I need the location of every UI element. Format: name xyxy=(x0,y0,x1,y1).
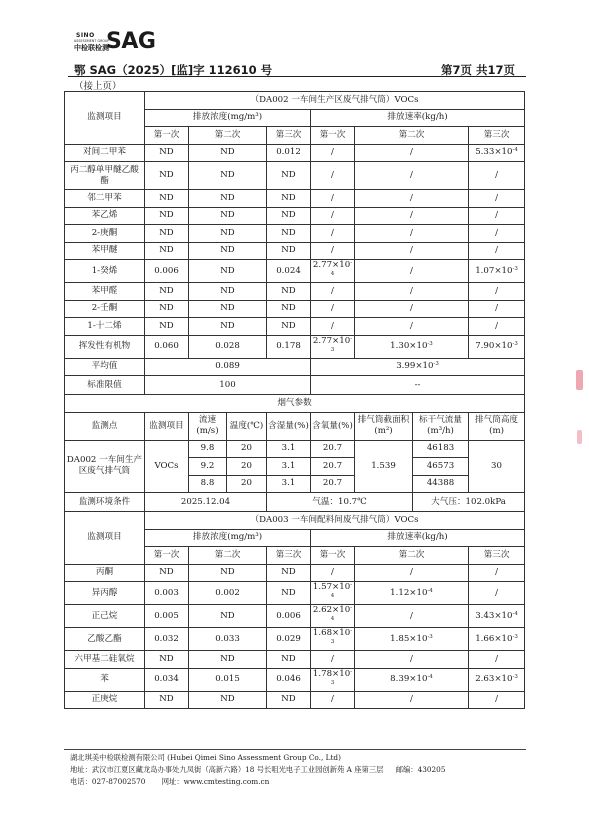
document-number: 鄂 SAG（2025）[监]字 112610 号 xyxy=(74,63,273,77)
analyte-name: 苯 xyxy=(65,668,145,691)
rate-value: $1.12\times 10^{-4}$ xyxy=(355,582,469,605)
flue-header: 排气筒截面积(m²) xyxy=(355,412,413,440)
rate-value: / xyxy=(355,283,469,301)
exponent: -4 xyxy=(512,610,518,617)
rate-value: / xyxy=(469,225,525,243)
avg-rate: $3.99\times 10^{-3}$ xyxy=(311,358,525,376)
table-row xyxy=(65,512,525,530)
table-row xyxy=(65,358,525,376)
table-row xyxy=(65,225,525,243)
conc-value: ND xyxy=(189,242,267,260)
flue-item: VOCs xyxy=(145,440,189,493)
conc-value: ND xyxy=(145,144,189,162)
conc-value: 0.034 xyxy=(145,668,189,691)
table-row xyxy=(65,283,525,301)
rate-value: / xyxy=(355,691,469,709)
limit-conc: 100 xyxy=(145,376,311,395)
conc-value: ND xyxy=(189,283,267,301)
rate-value: / xyxy=(311,691,355,709)
col-header-conc: 排放浓度(mg/m³) xyxy=(145,109,311,127)
conc-value: ND xyxy=(145,207,189,225)
cond-temp: 气温：10.7℃ xyxy=(267,493,413,512)
conc-value: ND xyxy=(267,225,311,243)
analyte-name: 异丙醇 xyxy=(65,582,145,605)
rate-value: $1.66\times 10^{-3}$ xyxy=(469,628,525,651)
logo-cn: 中检联检测 xyxy=(74,44,109,52)
rate-value: / xyxy=(355,242,469,260)
sub-header: 第二次 xyxy=(189,127,267,145)
avg-conc: 0.089 xyxy=(145,358,311,376)
rate-value: / xyxy=(469,242,525,260)
flue-header: 排气筒高度(m) xyxy=(469,412,525,440)
conc-value: ND xyxy=(145,242,189,260)
rate-value: / xyxy=(469,283,525,301)
company-logo xyxy=(72,29,172,64)
exponent: -4 xyxy=(427,674,433,680)
flue-moisture: 3.1 xyxy=(267,458,311,476)
rate-value: / xyxy=(355,651,469,669)
flue-flow: 46183 xyxy=(413,440,469,458)
sub-header: 第三次 xyxy=(267,547,311,565)
rate-value: / xyxy=(469,651,525,669)
flue-area: 1.539 xyxy=(355,440,413,493)
conc-value: ND xyxy=(145,691,189,709)
flue-temp: 20 xyxy=(227,458,267,476)
flue-header: 标干气流量(m³/h) xyxy=(413,412,469,440)
exponent: -3 xyxy=(330,335,353,353)
conc-value: ND xyxy=(145,564,189,582)
table-row xyxy=(65,190,525,208)
table-title: （DA002 一车间生产区废气排气筒）VOCs xyxy=(145,92,525,110)
table-row xyxy=(65,376,525,395)
sub-header: 第一次 xyxy=(145,547,189,565)
rate-value: / xyxy=(311,651,355,669)
conc-value: 0.028 xyxy=(189,335,267,358)
analyte-name: 1-癸烯 xyxy=(65,260,145,283)
footer-phone: 电话：027-87002570 xyxy=(70,777,146,786)
exponent: -4 xyxy=(330,605,353,622)
analyte-name: 苯甲醛 xyxy=(65,283,145,301)
analyte-name: 2-壬酮 xyxy=(65,300,145,318)
rate-value: / xyxy=(469,162,525,190)
sub-header: 第三次 xyxy=(267,127,311,145)
conc-value: ND xyxy=(189,190,267,208)
table-row xyxy=(65,582,525,605)
table-row xyxy=(65,412,525,440)
conc-value: ND xyxy=(267,300,311,318)
cond-label: 监测环境条件 xyxy=(65,493,145,512)
exponent: -3 xyxy=(427,633,433,640)
conc-value: ND xyxy=(145,283,189,301)
rate-value: $1.68\times 10^{-3}$ xyxy=(311,628,355,651)
rate-value: $8.39\times 10^{-4}$ xyxy=(355,668,469,691)
conc-value: ND xyxy=(145,190,189,208)
table-row xyxy=(65,162,525,190)
rate-value: / xyxy=(311,318,355,336)
flue-temp: 20 xyxy=(227,475,267,493)
rate-value: $2.63\times 10^{-3}$ xyxy=(469,668,525,691)
table-row xyxy=(65,318,525,336)
conc-value: 0.006 xyxy=(145,260,189,283)
conc-value: ND xyxy=(189,691,267,709)
rate-value: / xyxy=(469,564,525,582)
table-row xyxy=(65,300,525,318)
rate-value: / xyxy=(311,242,355,260)
conc-value: ND xyxy=(267,190,311,208)
conc-value: ND xyxy=(189,144,267,162)
col-header-rate: 排放速率(kg/h) xyxy=(311,109,525,127)
analyte-name: 乙酸乙酯 xyxy=(65,628,145,651)
flue-moisture: 3.1 xyxy=(267,475,311,493)
exponent: -3 xyxy=(512,265,518,272)
rate-value: / xyxy=(355,144,469,162)
rate-value: / xyxy=(355,564,469,582)
conc-value: ND xyxy=(145,651,189,669)
rate-value: / xyxy=(311,144,355,162)
rate-value: $1.85\times 10^{-3}$ xyxy=(355,628,469,651)
rate-value: / xyxy=(311,564,355,582)
flue-header: 含湿量(%) xyxy=(267,412,311,440)
rate-value: / xyxy=(355,260,469,283)
rate-value: $2.77\times 10^{-3}$ xyxy=(311,335,355,358)
rate-value: / xyxy=(469,582,525,605)
rate-value: / xyxy=(469,190,525,208)
report-table xyxy=(64,91,525,709)
rate-value: / xyxy=(311,190,355,208)
flue-height: 30 xyxy=(469,440,525,493)
sub-header: 第三次 xyxy=(469,127,525,145)
conc-value: ND xyxy=(189,162,267,190)
exponent: -3 xyxy=(330,668,353,686)
footer-postcode: 邮编：430205 xyxy=(395,765,446,774)
table-title: （DA003 一车间配料间废气排气筒）VOCs xyxy=(145,512,525,530)
exponent: -3 xyxy=(512,633,518,640)
exponent: -3 xyxy=(427,341,433,347)
footer-address-line xyxy=(70,765,445,775)
conc-value: ND xyxy=(267,564,311,582)
footer-website: 网址：www.cmtesting.com.cn xyxy=(161,777,270,786)
conc-value: 0.060 xyxy=(145,335,189,358)
conc-value: 0.029 xyxy=(267,628,311,651)
rate-value: / xyxy=(355,207,469,225)
conc-value: 0.003 xyxy=(145,582,189,605)
flue-oxygen: 20.7 xyxy=(311,440,355,458)
rate-value: $2.77\times 10^{-4}$ xyxy=(311,260,355,283)
flue-oxygen: 20.7 xyxy=(311,458,355,476)
analyte-name: 1-十二烯 xyxy=(65,318,145,336)
conc-value: ND xyxy=(267,283,311,301)
conc-value: ND xyxy=(189,207,267,225)
rate-value: / xyxy=(311,207,355,225)
flue-speed: 8.8 xyxy=(189,475,227,493)
table-row xyxy=(65,668,525,691)
conc-value: 0.005 xyxy=(145,605,189,628)
logo-sino: SINO xyxy=(76,32,95,39)
page-info: 第7页 共17页 xyxy=(440,63,515,77)
rate-value: $1.30\times 10^{-3}$ xyxy=(355,335,469,358)
table-row xyxy=(65,493,525,512)
flue-moisture: 3.1 xyxy=(267,440,311,458)
table-row xyxy=(65,92,525,110)
conc-value: 0.006 xyxy=(267,605,311,628)
flue-title: 烟气参数 xyxy=(65,395,525,413)
analyte-name: 对间二甲苯 xyxy=(65,144,145,162)
table-row xyxy=(65,395,525,413)
limit-rate: -- xyxy=(311,376,525,395)
conc-value: 0.012 xyxy=(267,144,311,162)
rate-value: / xyxy=(469,318,525,336)
sub-header: 第一次 xyxy=(311,547,355,565)
exponent: -4 xyxy=(330,260,353,277)
conc-value: ND xyxy=(189,564,267,582)
analyte-name: 丙酮 xyxy=(65,564,145,582)
conc-value: ND xyxy=(145,225,189,243)
conc-value: ND xyxy=(267,162,311,190)
flue-oxygen: 20.7 xyxy=(311,475,355,493)
flue-flow: 46573 xyxy=(413,458,469,476)
sub-header: 第二次 xyxy=(355,547,469,565)
sub-header: 第一次 xyxy=(145,127,189,145)
rate-value: / xyxy=(311,300,355,318)
table-row xyxy=(65,440,525,458)
analyte-name: 丙二醇单甲醚乙酸酯 xyxy=(65,162,145,190)
col-header-rate: 排放速率(kg/h) xyxy=(311,529,525,547)
col-header-item: 监测项目 xyxy=(65,512,145,565)
rate-value: / xyxy=(469,691,525,709)
rate-value: / xyxy=(355,225,469,243)
flue-header: 温度(℃) xyxy=(227,412,267,440)
rate-value: / xyxy=(311,225,355,243)
flue-temp: 20 xyxy=(227,440,267,458)
conc-value: ND xyxy=(189,651,267,669)
rate-value: / xyxy=(355,190,469,208)
conc-value: 0.024 xyxy=(267,260,311,283)
footer-rule xyxy=(64,749,526,750)
rate-value: $2.62\times 10^{-4}$ xyxy=(311,605,355,628)
conc-value: ND xyxy=(267,582,311,605)
col-header-conc: 排放浓度(mg/m³) xyxy=(145,529,311,547)
flue-flow: 44388 xyxy=(413,475,469,493)
analyte-name: 正己烷 xyxy=(65,605,145,628)
table-row xyxy=(65,207,525,225)
rate-value: $7.90\times 10^{-3}$ xyxy=(469,335,525,358)
analyte-name: 正庚烷 xyxy=(65,691,145,709)
table-row xyxy=(65,628,525,651)
rate-value: / xyxy=(311,162,355,190)
conc-value: ND xyxy=(189,260,267,283)
logo-sag: SAG xyxy=(106,29,156,54)
table-row xyxy=(65,564,525,582)
cond-pressure: 大气压：102.0kPa xyxy=(413,493,525,512)
rate-value: / xyxy=(469,300,525,318)
table-row xyxy=(65,335,525,358)
conc-value: ND xyxy=(189,318,267,336)
conc-value: 0.046 xyxy=(267,668,311,691)
table-row xyxy=(65,605,525,628)
conc-value: 0.033 xyxy=(189,628,267,651)
col-header-item: 监测项目 xyxy=(65,92,145,145)
flue-header: 监测项目 xyxy=(145,412,189,440)
exponent: -3 xyxy=(512,341,518,347)
sub-header: 第三次 xyxy=(469,547,525,565)
rate-value: $3.43\times 10^{-4}$ xyxy=(469,605,525,628)
conc-value: ND xyxy=(145,162,189,190)
conc-value: ND xyxy=(189,300,267,318)
cond-date: 2025.12.04 xyxy=(145,493,267,512)
sub-header: 第一次 xyxy=(311,127,355,145)
analyte-name: 六甲基二硅氧烷 xyxy=(65,651,145,669)
conc-value: ND xyxy=(267,207,311,225)
rate-value: / xyxy=(311,283,355,301)
rate-value: / xyxy=(355,318,469,336)
limit-label: 标准限值 xyxy=(65,376,145,395)
exponent: -4 xyxy=(427,587,433,594)
flue-header: 流速(m/s) xyxy=(189,412,227,440)
flue-header: 含氧量(%) xyxy=(311,412,355,440)
logo-group: ASSESSMENT GROUP xyxy=(74,39,110,43)
table-row xyxy=(65,651,525,669)
analyte-name: 挥发性有机物 xyxy=(65,335,145,358)
rate-value: $1.57\times 10^{-4}$ xyxy=(311,582,355,605)
flue-header: 监测点 xyxy=(65,412,145,440)
rate-value: $1.07\times 10^{-3}$ xyxy=(469,260,525,283)
rate-value: / xyxy=(355,300,469,318)
rate-value: / xyxy=(355,605,469,628)
conc-value: ND xyxy=(267,242,311,260)
footer-contact xyxy=(70,777,269,787)
conc-value: 0.002 xyxy=(189,582,267,605)
exponent: -3 xyxy=(330,628,353,645)
exponent: -4 xyxy=(512,147,518,154)
analyte-name: 苯乙烯 xyxy=(65,207,145,225)
header-rule xyxy=(68,76,526,77)
flue-speed: 9.2 xyxy=(189,458,227,476)
sub-header: 第二次 xyxy=(189,547,267,565)
rate-value: / xyxy=(355,162,469,190)
table-row xyxy=(65,260,525,283)
seal-mark xyxy=(576,370,583,390)
conc-value: 0.178 xyxy=(267,335,311,358)
table-row xyxy=(65,691,525,709)
continued-note: （接上页） xyxy=(74,81,122,92)
conc-value: ND xyxy=(145,318,189,336)
conc-value: 0.015 xyxy=(189,668,267,691)
footer-company: 湖北琪美中检联检测有限公司 (Hubei Qimei Sino Assessment Group Co., Ltd) xyxy=(70,753,341,762)
conc-value: ND xyxy=(145,300,189,318)
rate-value: / xyxy=(469,207,525,225)
conc-value: ND xyxy=(267,691,311,709)
analyte-name: 2-庚酮 xyxy=(65,225,145,243)
table-row xyxy=(65,144,525,162)
conc-value: ND xyxy=(189,605,267,628)
flue-point: DA002 一车间生产区废气排气筒 xyxy=(65,440,145,493)
sub-header: 第二次 xyxy=(355,127,469,145)
conc-value: ND xyxy=(267,651,311,669)
rate-value: $1.78\times 10^{-3}$ xyxy=(311,668,355,691)
exponent: -3 xyxy=(433,361,439,368)
exponent: -4 xyxy=(330,582,353,599)
conc-value: ND xyxy=(189,225,267,243)
rate-value: $5.33\times 10^{-4}$ xyxy=(469,144,525,162)
avg-label: 平均值 xyxy=(65,358,145,376)
flue-speed: 9.8 xyxy=(189,440,227,458)
seal-mark xyxy=(577,430,582,444)
table-row xyxy=(65,242,525,260)
analyte-name: 邻二甲苯 xyxy=(65,190,145,208)
analyte-name: 苯甲醚 xyxy=(65,242,145,260)
conc-value: 0.032 xyxy=(145,628,189,651)
exponent: -3 xyxy=(512,674,518,680)
footer-address: 地址：武汉市江夏区藏龙岛办事处九凤街（高新六路）18 号长咀光电子工业园创新苑 A 座第三层 xyxy=(70,765,384,774)
conc-value: ND xyxy=(267,318,311,336)
